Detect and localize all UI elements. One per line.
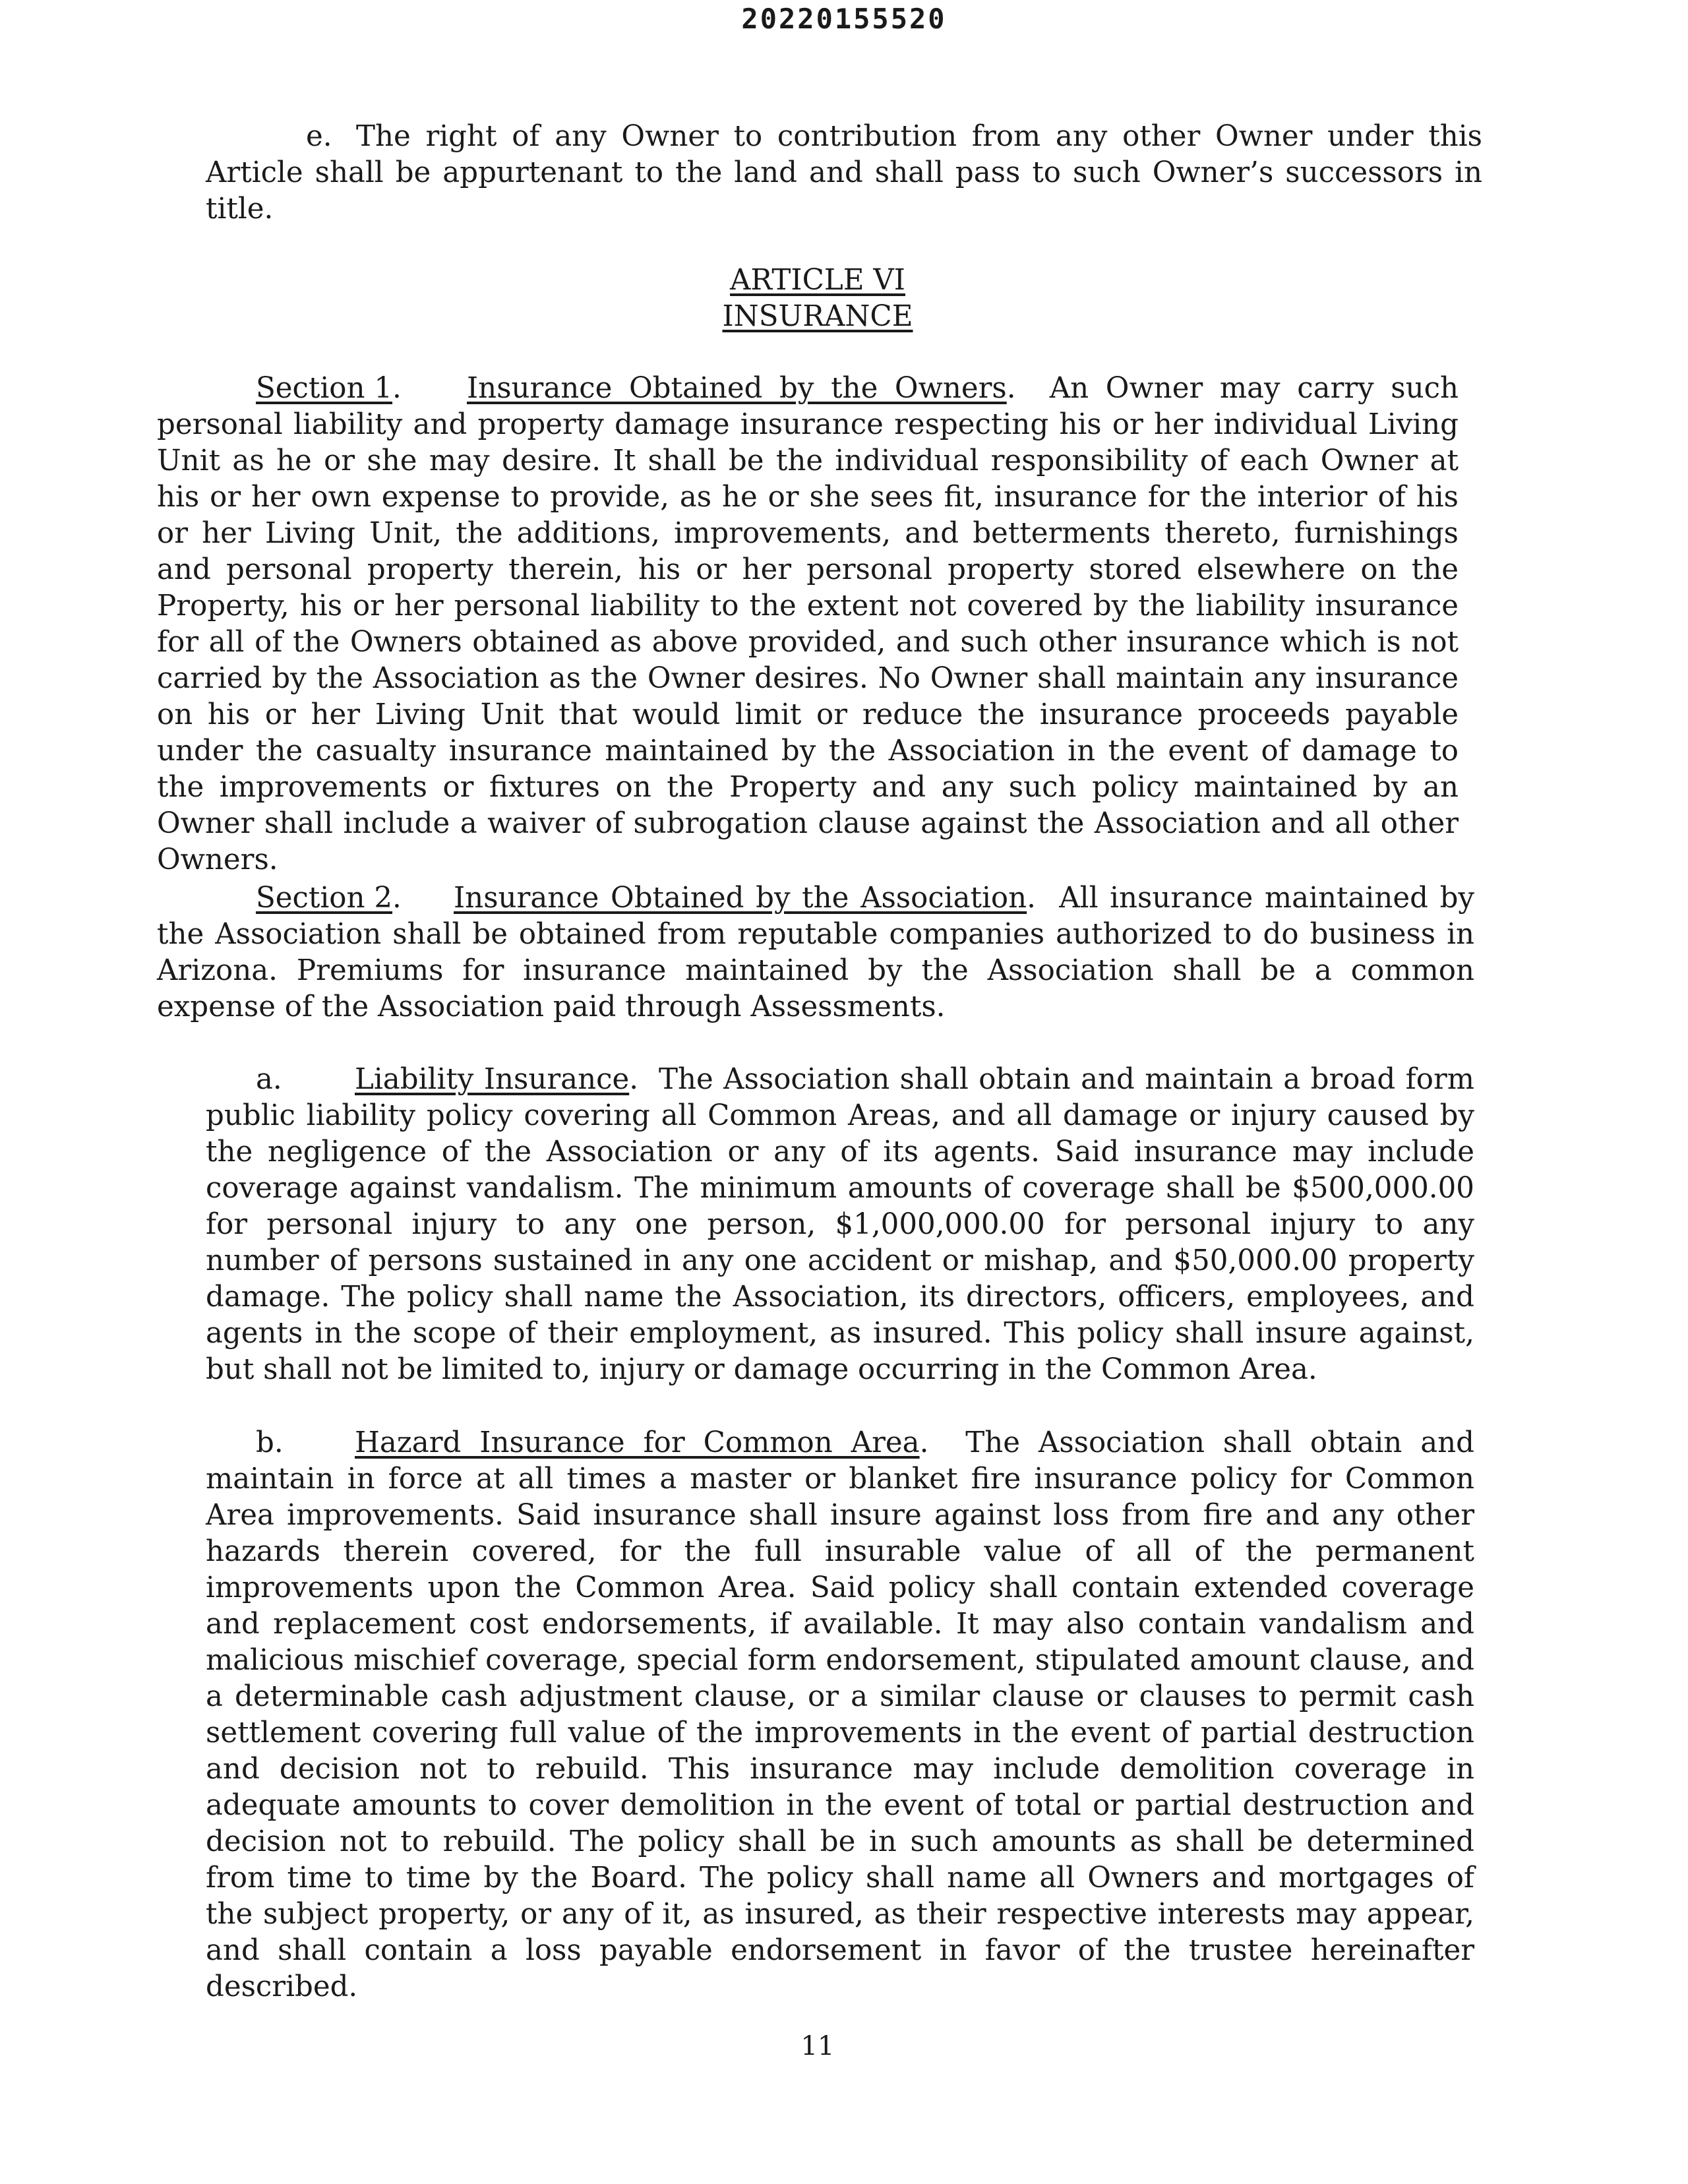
subsection-b: b. Hazard Insurance for Common Area. The Association shall obtain and maintain in force at all times a master or blanket fire insurance policy for Common Area improvements. Said insurance shall insure against loss from fire and any other hazards therein covered, for the full insurable value of all of the permanent improvements upon the Common Area. Said policy shall contain extended coverage and replacement cost endorsements, if available. It may also contain vandalism and malicious mischief coverage, special form endorsement, stipulated amount clause, and a determinable cash adjustment clause, or a similar clause or clauses to permit cash settlement covering full value of the improvements in the event of partial destruction and decision not to rebuild. This insurance may include demolition coverage in adequate amounts to cover demolition in the event of total or partial destruction and decision not to rebuild. The policy shall be in such amounts as shall be determined from time to time by the Board. The policy shall name all Owners and mortgages of the subject property, or any of it, as insured, as their respective interests may appear, and shall contain a loss payable endorsement in favor of the trustee hereinafter described. (206, 1426, 1474, 2003)
section-1-label-wrap: Section 1. (256, 372, 402, 405)
recording-number: 20220155520 (741, 3, 947, 35)
paragraph-e (206, 119, 1482, 228)
subsection-a: a. Liability Insurance. The Association shall obtain and maintain a broad form public liability policy covering all Common Areas, and all damage or injury caused by the negligence of the Association or any of its agents. Said insurance may include coverage against vandalism. The minimum amounts of coverage shall be $500,000.00 for personal injury to any one person, $1,000,000.00 for personal injury to any number of persons sustained in any one accident or mishap, and $50,000.00 property damage. The policy shall name the Association, its directors, officers, employees, and agents in the scope of their employment, as insured. This policy shall insure against, but shall not be limited to, injury or damage occurring in the Common Area. (206, 1063, 1474, 1386)
subsection-b-label: b. (256, 1426, 284, 1459)
paragraph-e-text: The right of any Owner to contribution from any other Owner under this Article shall be appurtenant to the land and shall pass to such Owner’s successors in title. (206, 120, 1482, 226)
section-2-label-wrap: Section 2. (256, 882, 402, 915)
section-2-text: All insurance maintained by the Association shall be obtained from reputable companies authorized to do business in Arizona. Premiums for insurance maintained by the Association shall be a common expense of the Association paid through Assessments. (157, 882, 1475, 1023)
section-2-label: Section 2 (256, 882, 393, 915)
page-number: 11 (800, 2031, 835, 2061)
subsection-b-text: The Association shall obtain and maintain in force at all times a master or blanket fire insurance policy for Common Area improvements. Said insurance shall insure against loss from fire and any other hazards therein covered, for the full insurable value of all of the permanent improvements upon the Common Area. Said policy shall contain extended coverage and replacement cost endorsements, if available. It may also contain vandalism and malicious mischief coverage, special form endorsement, stipulated amount clause, and a determinable cash adjustment clause, or a similar clause or clauses to permit cash settlement covering full value of the improvements in the event of partial destruction and decision not to rebuild. This insurance may include demolition coverage in adequate amounts to cover demolition in the event of total or partial destruction and decision not to rebuild. The policy shall be in such amounts as shall be determined from time to time by the Board. The policy shall name all Owners and mortgages of the subject property, or any of it, as insured, as their respective interests may appear, and shall contain a loss payable endorsement in favor of the trustee hereinafter described. (206, 1426, 1474, 2003)
article-title: INSURANCE (722, 300, 913, 333)
subsection-a-heading: Liability Insurance (355, 1063, 630, 1096)
article-number: ARTICLE VI (730, 264, 905, 297)
subsection-b-heading: Hazard Insurance for Common Area (355, 1426, 920, 1459)
section-1-label: Section 1 (256, 372, 393, 405)
section-1-heading: Insurance Obtained by the Owners (467, 372, 1007, 405)
subsection-a-label: a. (256, 1063, 282, 1096)
subsection-a-text: The Association shall obtain and maintain a broad form public liability policy covering all Common Areas, and all damage or injury caused by the negligence of the Association or any of its agents. Said insurance may include coverage against vandalism. The minimum amounts of coverage shall be $500,000.00 for personal injury to any one person, $1,000,000.00 for personal injury to any number of persons sustained in any one accident or mishap, and $50,000.00 property damage. The policy shall name the Association, its directors, officers, employees, and agents in the scope of their employment, as insured. This policy shall insure against, but shall not be limited to, injury or damage occurring in the Common Area. (206, 1063, 1474, 1386)
section-2: Section 2. Insurance Obtained by the Association. All insurance maintained by the Association shall be obtained from reputable companies authorized to do business in Arizona. Premiums for insurance maintained by the Association shall be a common expense of the Association paid through Assessments. (157, 882, 1475, 1023)
section-1-text: An Owner may carry such personal liability and property damage insurance respecting his or her individual Living Unit as he or she may desire. It shall be the individual responsibility of each Owner at his or her own expense to provide, as he or she sees fit, insurance for the interior of his or her Living Unit, the additions, improvements, and betterments thereto, furnishings and personal property therein, his or her personal property stored elsewhere on the Property, his or her personal liability to the extent not covered by the liability insurance for all of the Owners obtained as above provided, and such other insurance which is not carried by the Association as the Owner desires. No Owner shall maintain any insurance on his or her Living Unit that would limit or reduce the insurance proceeds payable under the casualty insurance maintained by the Association in the event of damage to the improvements or fixtures on the Property and any such policy maintained by an Owner shall include a waiver of subrogation clause against the Association and all other Owners. (157, 372, 1459, 876)
paragraph-e-label: e. (306, 120, 332, 153)
section-2-heading: Insurance Obtained by the Association (454, 882, 1027, 915)
section-1: Section 1. Insurance Obtained by the Owners. An Owner may carry such personal liability and property damage insurance respecting his or her individual Living Unit as he or she may desire. It shall be the individual responsibility of each Owner at his or her own expense to provide, as he or she sees fit, insurance for the interior of his or her Living Unit, the additions, improvements, and betterments thereto, furnishings and personal property therein, his or her personal property stored elsewhere on the Property, his or her personal liability to the extent not covered by the liability insurance for all of the Owners obtained as above provided, and such other insurance which is not carried by the Association as the Owner desires. No Owner shall maintain any insurance on his or her Living Unit that would limit or reduce the insurance proceeds payable under the casualty insurance maintained by the Association in the event of damage to the improvements or fixtures on the Property and any such policy maintained by an Owner shall include a waiver of subrogation clause against the Association and all other Owners. (157, 372, 1459, 876)
